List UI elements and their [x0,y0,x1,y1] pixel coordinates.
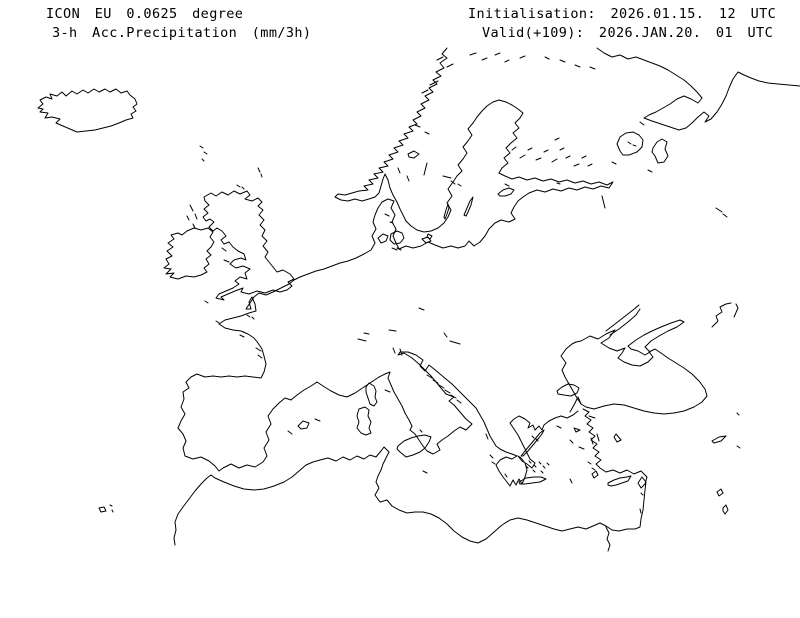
madeira [99,505,113,512]
product-title: 3-h Acc.Precipitation (mm/3h) [52,25,312,41]
tsimlyansk-reservoir [712,303,738,327]
kola-white-sea [545,48,800,130]
ionian-islands [486,434,495,464]
danish-islands [378,183,560,250]
balearics [288,419,320,434]
turkish-lakes [589,413,740,448]
coastlines [38,48,800,551]
dnieper-estuary [606,305,640,335]
coastline-great-britain [203,191,294,323]
corsica [366,383,377,406]
gotland [464,197,473,216]
nile-river [606,527,610,551]
coastline-faroe-shetland-orkney [187,146,262,262]
lakes-north [408,122,727,217]
sicily [397,430,431,473]
norway-offshore-islands [398,53,525,181]
lake-peipus [602,196,727,217]
coastline-europe-mainland [178,48,613,486]
evia [521,430,544,456]
lake-vanern [408,151,451,178]
cyprus [608,476,631,486]
atlantic-islands [99,335,262,512]
model-title: ICON EU 0.0625 degree [46,6,244,22]
syrian-lakes [717,489,728,514]
finnish-lakes [512,122,652,172]
lakes-central [358,308,460,392]
biscay-islands [240,335,262,358]
coastline-ireland [164,228,214,279]
initialisation-time: Initialisation: 2026.01.15. 12 UTC [468,6,777,22]
ruegen [422,237,431,243]
mediterranean-islands [288,383,631,486]
black-sea [557,305,707,414]
lake-onega [652,139,668,163]
lake-ladoga [617,132,643,155]
valid-time: Valid(+109): 2026.JAN.20. 01 UTC [482,25,774,41]
adriatic-islands [427,375,461,403]
coastline-iceland [38,89,137,132]
sardinia [357,407,371,435]
saaremaa [498,184,514,196]
